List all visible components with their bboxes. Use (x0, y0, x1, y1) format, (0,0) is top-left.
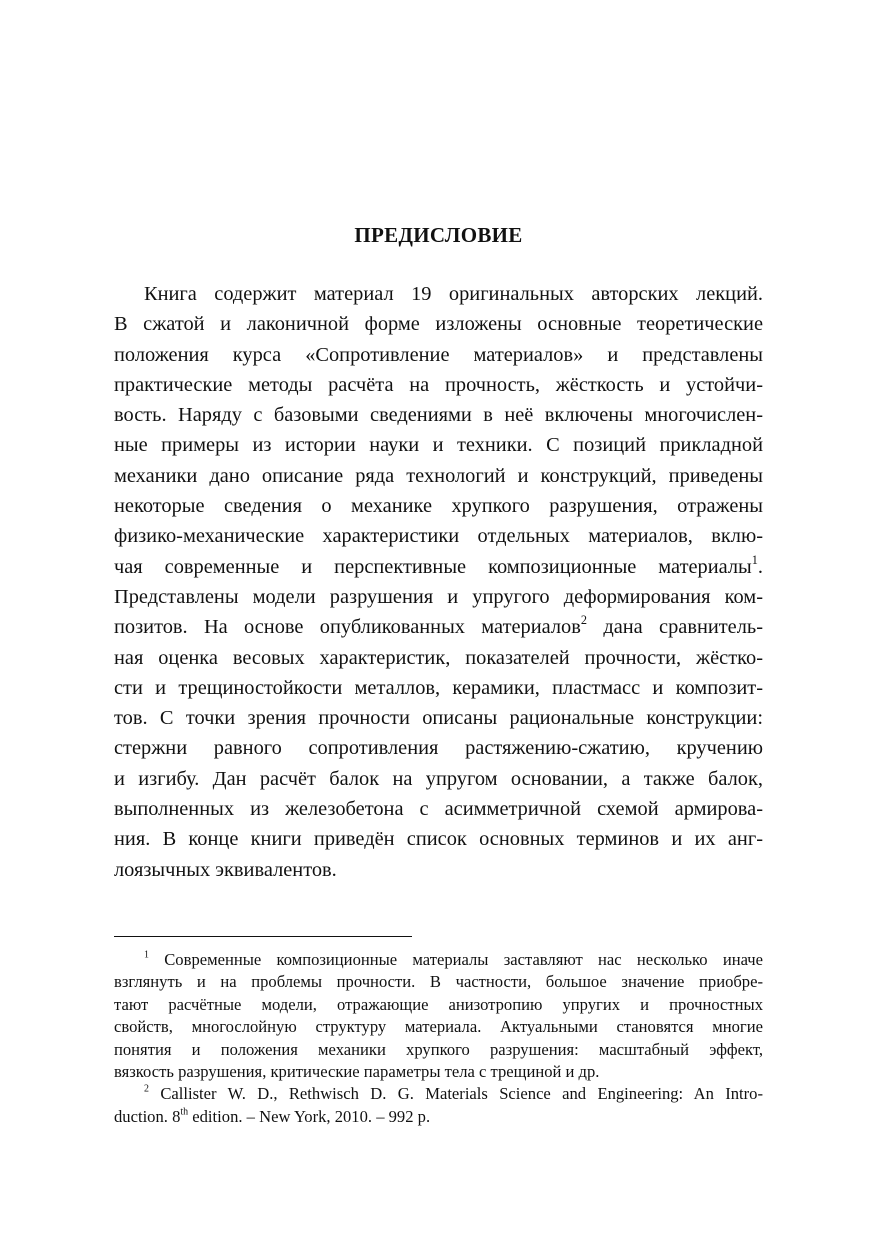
text-segment: . (757, 555, 763, 578)
text-line: Представлены модели разрушения и упругого деформирования ком- (114, 585, 763, 608)
text-segment: Современные композиционные материалы заставляют нас несколько иначе (148, 950, 763, 969)
text-line: ная оценка весовых характеристик, показателей прочности, жёстко- (114, 646, 763, 669)
text-line: тов. С точки зрения прочности описаны рациональные конструкции: (114, 707, 763, 730)
text-line: лоязычных эквивалентов. (114, 858, 337, 881)
footnote-1-line (114, 949, 763, 971)
text-line: В сжатой и лаконичной форме изложены основные теоретические (114, 313, 763, 336)
footnote-1-mark: 1 (144, 949, 149, 961)
footnote-1-line: вязкость разрушения, критические параметры тела с трещиной и др. (114, 1061, 600, 1081)
text-line: практические методы расчёта на прочность, жёсткость и устойчи- (114, 373, 763, 396)
text-line: некоторые сведения о механике хрупкого разрушения, отражены (114, 495, 763, 518)
footnote-1-line: тают расчётные модели, отражающие анизотропию упругих и прочностных (114, 994, 763, 1014)
text-line: механики дано описание ряда технологий и конструкций, приведены (114, 464, 763, 487)
text-segment: позитов. На основе опубликованных материалов (114, 616, 581, 639)
text-line: ные примеры из истории науки и техники. С позиций прикладной (114, 434, 763, 457)
text-segment: edition. – New York, 2010. – 992 p. (188, 1106, 431, 1126)
footnote-2-line (114, 1106, 763, 1128)
footnote-2-line (114, 1083, 763, 1105)
text-line: ния. В конце книги приведён список основных терминов и их анг- (114, 828, 763, 851)
footnote-ref-1[interactable]: 1 (751, 552, 758, 567)
text-line: и изгибу. Дан расчёт балок на упругом основании, а также балок, (114, 767, 763, 790)
text-line: сти и трещиностойкости металлов, керамики, пластмасс и композит- (114, 676, 763, 699)
ordinal-suffix: th (180, 1106, 189, 1118)
page-title: ПРЕДИСЛОВИЕ (354, 223, 523, 247)
text-line-with-footnote-ref (114, 552, 763, 582)
text-segment: Callister W. D., Rethwisch D. G. Materials Science and Engineering: An Intro- (148, 1084, 763, 1104)
footnote-ref-2[interactable]: 2 (580, 613, 587, 628)
text-segment: duction. 8 (114, 1106, 181, 1126)
text-line: стержни равного сопротивления растяжению-сжатию, кручению (114, 737, 763, 760)
footnote-1-line: взглянуть и на проблемы прочности. В частности, большое значение приобре- (114, 972, 763, 992)
text-segment: дана сравнитель- (587, 616, 763, 639)
text-segment: чая современные и перспективные композиционные материалы (114, 555, 752, 578)
text-line-with-footnote-ref (114, 612, 763, 642)
footnote-separator (114, 936, 412, 937)
footnote-1-line: понятия и положения механики хрупкого разрушения: масштабный эффект, (114, 1039, 763, 1059)
preface-paragraph (114, 279, 763, 885)
footnote-1-line: свойств, многослойную структуру материала. Актуальными становятся многие (114, 1017, 763, 1037)
text-line: вость. Наряду с базовыми сведениями в неё включены многочислен- (114, 404, 763, 427)
footnote-2-mark: 2 (144, 1083, 149, 1095)
text-line: Книга содержит материал 19 оригинальных авторских лекций. (144, 283, 763, 305)
text-line: выполненных из железобетона с асимметричной схемой армирова- (114, 798, 763, 821)
text-line: положения курса «Сопротивление материалов» и представлены (114, 343, 763, 366)
text-line: физико-механические характеристики отдельных материалов, вклю- (114, 525, 763, 548)
footnotes (114, 949, 763, 1128)
